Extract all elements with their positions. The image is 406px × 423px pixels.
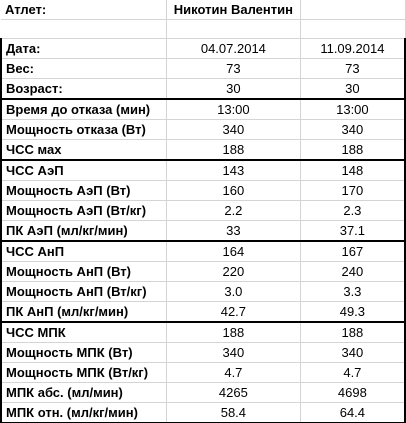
value-cell-1[interactable]: 4.7 bbox=[167, 363, 301, 383]
row-label[interactable]: МПК отн. (мл/кг/мин) bbox=[1, 403, 167, 423]
value-cell-2[interactable]: 188 bbox=[300, 322, 405, 343]
blank-row bbox=[1, 20, 405, 39]
value-cell-1[interactable]: 160 bbox=[167, 181, 301, 201]
value-cell-2[interactable]: 340 bbox=[300, 120, 405, 140]
value-cell-2[interactable]: 148 bbox=[300, 160, 405, 181]
row-label[interactable]: Время до отказа (мин) bbox=[1, 99, 167, 120]
value-cell-2[interactable]: 4.7 bbox=[300, 363, 405, 383]
value-cell-1[interactable]: 30 bbox=[167, 79, 301, 100]
value-cell-1[interactable]: 73 bbox=[167, 59, 301, 79]
value-cell-1[interactable]: 4265 bbox=[167, 383, 301, 403]
row-label[interactable]: ПК АэП (мл/кг/мин) bbox=[1, 221, 167, 242]
value-cell-2[interactable]: 340 bbox=[300, 343, 405, 363]
table-row bbox=[1, 181, 405, 201]
row-label[interactable]: Мощность отказа (Вт) bbox=[1, 120, 167, 140]
table-row bbox=[1, 39, 405, 59]
value-cell-2[interactable]: 37.1 bbox=[300, 221, 405, 242]
row-label[interactable]: МПК абс. (мл/мин) bbox=[1, 383, 167, 403]
value-cell-1[interactable]: 188 bbox=[167, 322, 301, 343]
value-cell-1[interactable]: 58.4 bbox=[167, 403, 301, 423]
table-row bbox=[1, 282, 405, 302]
value-cell-1[interactable]: 164 bbox=[167, 241, 301, 262]
row-label[interactable]: ЧСС МПК bbox=[1, 322, 167, 343]
table-row bbox=[1, 302, 405, 323]
value-cell-1[interactable]: 340 bbox=[167, 343, 301, 363]
value-cell-2[interactable]: 73 bbox=[300, 59, 405, 79]
value-cell-2[interactable]: 11.09.2014 bbox=[300, 39, 405, 59]
value-cell-2[interactable]: 64.4 bbox=[300, 403, 405, 423]
row-label[interactable]: Мощность МПК (Вт) bbox=[1, 343, 167, 363]
value-cell-1[interactable]: 188 bbox=[167, 140, 301, 161]
value-cell-2[interactable]: 170 bbox=[300, 181, 405, 201]
value-cell-1[interactable]: 340 bbox=[167, 120, 301, 140]
table-row bbox=[1, 99, 405, 120]
row-label[interactable]: Мощность АэП (Вт/кг) bbox=[1, 201, 167, 221]
table-row bbox=[1, 201, 405, 221]
row-label[interactable]: Мощность МПК (Вт/кг) bbox=[1, 363, 167, 383]
row-label[interactable]: Вес: bbox=[1, 59, 167, 79]
value-cell-2[interactable]: 240 bbox=[300, 262, 405, 282]
value-cell-1[interactable]: 3.0 bbox=[167, 282, 301, 302]
value-cell-1[interactable]: 04.07.2014 bbox=[167, 39, 301, 59]
table-row bbox=[1, 79, 405, 100]
value-cell-1[interactable]: 143 bbox=[167, 160, 301, 181]
row-label[interactable]: Возраст: bbox=[1, 79, 167, 100]
value-cell-1[interactable]: 13:00 bbox=[167, 99, 301, 120]
athlete-name-cell[interactable]: Никотин Валентин bbox=[167, 0, 301, 20]
value-cell-2[interactable]: 30 bbox=[300, 79, 405, 100]
table-row bbox=[1, 322, 405, 343]
row-label[interactable]: ЧСС мах bbox=[1, 140, 167, 161]
value-cell-1[interactable]: 33 bbox=[167, 221, 301, 242]
row-label[interactable]: Мощность АэП (Вт) bbox=[1, 181, 167, 201]
table-row bbox=[1, 160, 405, 181]
header-row bbox=[1, 0, 405, 20]
table-row bbox=[1, 120, 405, 140]
empty-cell[interactable] bbox=[300, 20, 405, 39]
value-cell-1[interactable]: 42.7 bbox=[167, 302, 301, 323]
value-cell-2[interactable]: 4698 bbox=[300, 383, 405, 403]
value-cell-2[interactable]: 188 bbox=[300, 140, 405, 161]
row-label[interactable]: Мощность АнП (Вт) bbox=[1, 262, 167, 282]
row-label[interactable]: ЧСС АэП bbox=[1, 160, 167, 181]
row-label[interactable]: ЧСС АнП bbox=[1, 241, 167, 262]
table-row bbox=[1, 343, 405, 363]
table-row bbox=[1, 221, 405, 242]
value-cell-2[interactable]: 2.3 bbox=[300, 201, 405, 221]
table-row bbox=[1, 363, 405, 383]
table-row bbox=[1, 59, 405, 79]
table-row bbox=[1, 140, 405, 161]
table-row bbox=[1, 262, 405, 282]
value-cell-2[interactable]: 167 bbox=[300, 241, 405, 262]
empty-cell[interactable] bbox=[300, 0, 405, 20]
row-label[interactable]: ПК АнП (мл/кг/мин) bbox=[1, 302, 167, 323]
table-row bbox=[1, 241, 405, 262]
table-row bbox=[1, 383, 405, 403]
table-row bbox=[1, 403, 405, 423]
athlete-label-cell[interactable]: Атлет: bbox=[1, 0, 167, 20]
empty-cell[interactable] bbox=[167, 20, 301, 39]
value-cell-2[interactable]: 3.3 bbox=[300, 282, 405, 302]
value-cell-1[interactable]: 2.2 bbox=[167, 201, 301, 221]
empty-cell[interactable] bbox=[1, 20, 167, 39]
value-cell-1[interactable]: 220 bbox=[167, 262, 301, 282]
value-cell-2[interactable]: 13:00 bbox=[300, 99, 405, 120]
row-label[interactable]: Мощность АнП (Вт/кг) bbox=[1, 282, 167, 302]
row-label[interactable]: Дата: bbox=[1, 39, 167, 59]
value-cell-2[interactable]: 49.3 bbox=[300, 302, 405, 323]
